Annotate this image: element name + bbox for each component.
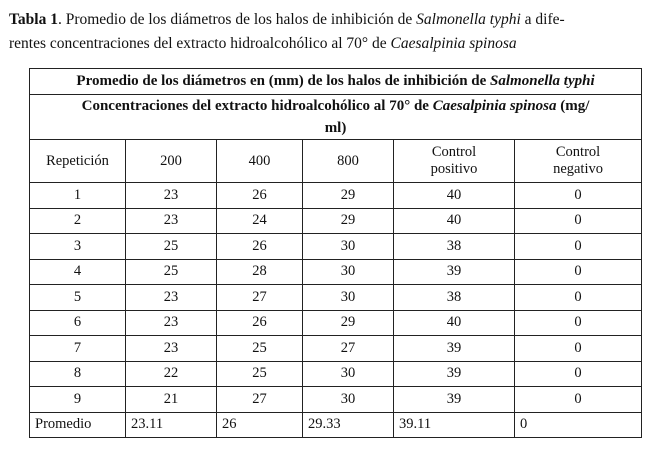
table-cell: 0 [515, 361, 642, 387]
table-cell: 28 [217, 259, 303, 285]
table-row [30, 285, 642, 311]
caption-species: Salmonella typhi [416, 11, 521, 28]
caption-text: . Promedio de los diámetros de los halos de inhibición de [57, 11, 417, 28]
table-cell: 5 [30, 285, 126, 311]
column-header: 800 [303, 140, 394, 183]
table-cell: 26 [217, 183, 303, 209]
caption-species: Caesalpinia spinosa [390, 35, 517, 52]
table-cell: 38 [394, 285, 515, 311]
average-cell: 23.11 [126, 412, 217, 437]
table-cell: 30 [303, 259, 394, 285]
table-cell: 39 [394, 361, 515, 387]
table-cell: 21 [126, 387, 217, 413]
table-cell: 8 [30, 361, 126, 387]
table-cell: 3 [30, 234, 126, 260]
table-cell: 0 [515, 259, 642, 285]
table-cell: 38 [394, 234, 515, 260]
column-header: Repetición [30, 140, 126, 183]
table-row [30, 208, 642, 234]
caption-text: rentes concentraciones del extracto hidroalcohólico al 70° de [9, 35, 391, 52]
table-cell: 40 [394, 310, 515, 336]
column-header: Control positivo [394, 140, 515, 183]
table-cell: 27 [217, 387, 303, 413]
table-cell: 30 [303, 387, 394, 413]
table-cell: 0 [515, 336, 642, 362]
table-caption [9, 8, 659, 56]
table-cell: 24 [217, 208, 303, 234]
title-species: Salmonella typhi [490, 73, 595, 89]
table-cell: 25 [126, 234, 217, 260]
table-cell: 22 [126, 361, 217, 387]
column-header: Control negativo [515, 140, 642, 183]
caption-text: a dife- [520, 11, 565, 28]
table-cell: 0 [515, 234, 642, 260]
results-table [29, 68, 642, 438]
table-cell: 9 [30, 387, 126, 413]
table-cell: 23 [126, 208, 217, 234]
table-cell: 39 [394, 259, 515, 285]
table-row [30, 336, 642, 362]
table-row [30, 234, 642, 260]
table-row [30, 259, 642, 285]
table-cell: 6 [30, 310, 126, 336]
table-cell: 0 [515, 183, 642, 209]
table-cell: 1 [30, 183, 126, 209]
table-cell: 30 [303, 361, 394, 387]
table-cell: 7 [30, 336, 126, 362]
table-cell: 25 [217, 361, 303, 387]
table-cell: 40 [394, 183, 515, 209]
table-cell: 25 [126, 259, 217, 285]
table-row [30, 310, 642, 336]
table-cell: 40 [394, 208, 515, 234]
table-cell: 39 [394, 336, 515, 362]
table-cell: 23 [126, 183, 217, 209]
table-cell: 25 [217, 336, 303, 362]
table-cell: 30 [303, 285, 394, 311]
table-cell: 39 [394, 387, 515, 413]
table-cell: 30 [303, 234, 394, 260]
caption-label: Tabla 1 [9, 11, 58, 28]
table-cell: 27 [303, 336, 394, 362]
table-cell: 0 [515, 387, 642, 413]
table-cell: 0 [515, 310, 642, 336]
average-row [30, 412, 642, 437]
table-cell: 0 [515, 208, 642, 234]
table-title: Promedio de los diámetros en (mm) de los halos de inhibición de Salmonella typhi [30, 69, 642, 95]
table-row [30, 361, 642, 387]
table-cell: 29 [303, 310, 394, 336]
average-cell: 39.11 [394, 412, 515, 437]
table-cell: 26 [217, 234, 303, 260]
table-cell: 27 [217, 285, 303, 311]
table-cell: 29 [303, 208, 394, 234]
subtitle-species: Caesalpinia spinosa [432, 98, 557, 114]
average-cell: 26 [217, 412, 303, 437]
table-cell: 4 [30, 259, 126, 285]
table-cell: 2 [30, 208, 126, 234]
average-cell: 0 [515, 412, 642, 437]
table-cell: 23 [126, 285, 217, 311]
table-subtitle: Concentraciones del extracto hidroalcohólico al 70° de Caesalpinia spinosa (mg/ ml) [30, 95, 642, 140]
table-cell: 29 [303, 183, 394, 209]
table-cell: 0 [515, 285, 642, 311]
table-row [30, 183, 642, 209]
table-cell: 23 [126, 336, 217, 362]
column-header-row [30, 140, 642, 183]
average-cell: 29.33 [303, 412, 394, 437]
table-cell: 23 [126, 310, 217, 336]
table-row [30, 387, 642, 413]
table-cell: 26 [217, 310, 303, 336]
column-header: 200 [126, 140, 217, 183]
column-header: 400 [217, 140, 303, 183]
average-cell: Promedio [30, 412, 126, 437]
